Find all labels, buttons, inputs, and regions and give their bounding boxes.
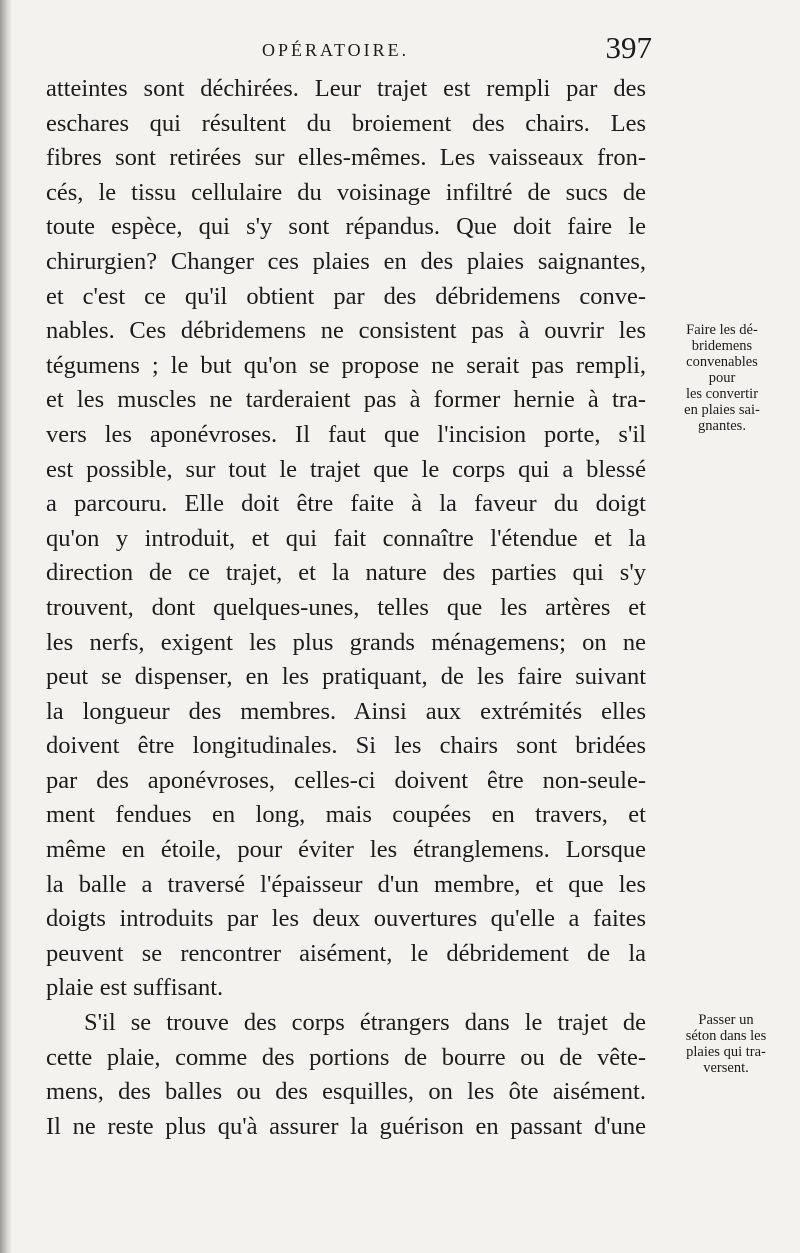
margin-note-line: versent. — [703, 1060, 749, 1076]
text-line: par des aponévroses, celles-ci doivent être non-seule- — [46, 766, 646, 794]
margin-note-line: plaies qui tra- — [686, 1044, 766, 1060]
text-line: est possible, sur tout le trajet que le corps qui a blessé — [46, 455, 646, 483]
margin-note-debridement — [656, 322, 788, 434]
page-edge-shadow — [0, 0, 12, 1253]
margin-note-line: Passer un — [698, 1012, 754, 1028]
text-line: trouvent, dont quelques-unes, telles que les artères et — [46, 593, 646, 621]
text-line: cés, le tissu cellulaire du voisinage infiltré de sucs de — [46, 178, 646, 206]
text-line: cette plaie, comme des portions de bourre ou de vête- — [46, 1043, 646, 1071]
text-line: mens, des balles ou des esquilles, on les ôte aisément. — [46, 1078, 646, 1106]
page-number: 397 — [605, 30, 652, 65]
text-line: la longueur des membres. Ainsi aux extrémités elles — [46, 697, 646, 725]
margin-note-line: gnantes. — [698, 418, 746, 434]
margin-note-seton — [660, 1012, 792, 1076]
text-line: fibres sont retirées sur elles-mêmes. Les vaisseaux fron- — [46, 144, 646, 172]
body-text — [46, 72, 646, 1144]
margin-note-line: séton dans les — [685, 1028, 767, 1044]
text-line: eschares qui résultent du broiement des chairs. Les — [46, 109, 646, 137]
text-line: direction de ce trajet, et la nature des parties qui s'y — [46, 559, 646, 587]
text-line: qu'on y introduit, et qui fait connaître l'étendue et la — [46, 524, 646, 552]
text-line: même en étoile, pour éviter les étranglemens. Lorsque — [46, 836, 646, 864]
margin-note-line: les convertir — [685, 386, 759, 402]
text-line: nables. Ces débridemens ne consistent pas à ouvrir les — [46, 317, 646, 345]
text-line: vers les aponévroses. Il faut que l'incision porte, s'il — [46, 420, 646, 448]
text-line: tégumens ; le but qu'on se propose ne serait pas rempli, — [46, 351, 646, 379]
text-line: toute espèce, qui s'y sont répandus. Que doit faire le — [46, 213, 646, 241]
running-head-title: OPÉRATOIRE. — [262, 40, 410, 60]
margin-note-line: convenables — [686, 354, 758, 370]
text-line: ment fendues en long, mais coupées en travers, et — [46, 801, 646, 829]
text-line: a parcouru. Elle doit être faite à la faveur du doigt — [46, 490, 646, 518]
text-line: peut se dispenser, en les pratiquant, de les faire suivant — [46, 663, 646, 691]
running-head — [262, 30, 652, 74]
margin-note-line: pour — [708, 370, 736, 386]
margin-note-line: en plaies sai- — [684, 402, 760, 418]
margin-note-line: bridemens — [691, 338, 753, 354]
margin-note-line: Faire les dé- — [686, 322, 758, 338]
text-line: plaie est suffisant. — [46, 974, 224, 1002]
text-line: et c'est ce qu'il obtient par des débridemens conve- — [46, 282, 646, 310]
text-line: peuvent se rencontrer aisément, le débridement de la — [46, 939, 646, 967]
text-line: doivent être longitudinales. Si les chairs sont bridées — [46, 732, 646, 760]
text-line: les nerfs, exigent les plus grands ménagemens; on ne — [46, 628, 646, 656]
text-line: Il ne reste plus qu'à assurer la guérison en passant d'une — [46, 1112, 646, 1140]
text-line: S'il se trouve des corps étrangers dans le trajet de — [84, 1009, 646, 1037]
text-line: chirurgien? Changer ces plaies en des plaies saignantes, — [46, 247, 646, 275]
text-line: doigts introduits par les deux ouvertures qu'elle a faites — [46, 905, 646, 933]
text-line: la balle a traversé l'épaisseur d'un membre, et que les — [46, 870, 646, 898]
text-line: et les muscles ne tarderaient pas à former hernie à tra- — [46, 386, 646, 414]
text-line: atteintes sont déchirées. Leur trajet est rempli par des — [46, 75, 646, 102]
